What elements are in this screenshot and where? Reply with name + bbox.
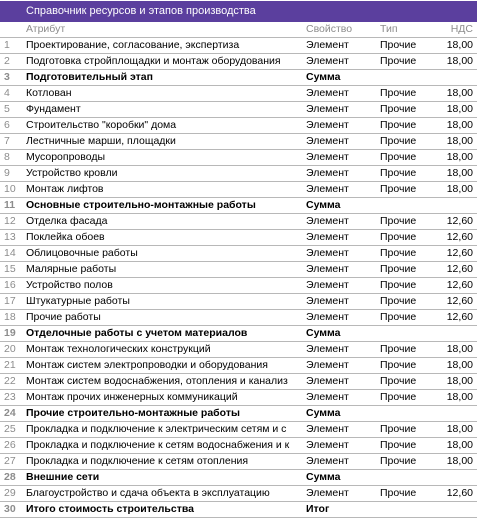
attribute-cell: Внешние сети bbox=[26, 470, 306, 486]
property-cell: Элемент bbox=[306, 150, 380, 166]
property-cell: Сумма bbox=[306, 198, 380, 214]
vat-cell: 18,00 bbox=[432, 422, 477, 438]
property-cell: Элемент bbox=[306, 38, 380, 54]
property-cell: Элемент bbox=[306, 214, 380, 230]
row-number: 17 bbox=[0, 294, 26, 310]
column-header-attribute[interactable]: Атрибут bbox=[26, 22, 306, 38]
table-row[interactable] bbox=[0, 182, 477, 198]
attribute-cell: Прочие строительно-монтажные работы bbox=[26, 406, 306, 422]
table-row[interactable] bbox=[0, 422, 477, 438]
row-number: 8 bbox=[0, 150, 26, 166]
table-row[interactable] bbox=[0, 230, 477, 246]
attribute-cell: Устройство полов bbox=[26, 278, 306, 294]
vat-cell: 18,00 bbox=[432, 342, 477, 358]
attribute-cell: Поклейка обоев bbox=[26, 230, 306, 246]
type-cell: Прочие bbox=[380, 102, 432, 118]
vat-cell: 18,00 bbox=[432, 134, 477, 150]
attribute-cell: Благоустройство и сдача объекта в эксплуатацию bbox=[26, 486, 306, 502]
attribute-cell: Итого стоимость строительства bbox=[26, 502, 306, 518]
table-row[interactable] bbox=[0, 390, 477, 406]
property-cell: Элемент bbox=[306, 454, 380, 470]
table-row[interactable] bbox=[0, 86, 477, 102]
property-cell: Сумма bbox=[306, 406, 380, 422]
attribute-cell: Штукатурные работы bbox=[26, 294, 306, 310]
column-header-num[interactable] bbox=[0, 22, 26, 38]
table-group-row[interactable] bbox=[0, 326, 477, 342]
type-cell: Прочие bbox=[380, 486, 432, 502]
vat-cell bbox=[432, 326, 477, 342]
type-cell bbox=[380, 502, 432, 518]
vat-cell: 18,00 bbox=[432, 150, 477, 166]
type-cell: Прочие bbox=[380, 278, 432, 294]
vat-cell bbox=[432, 470, 477, 486]
property-cell: Элемент bbox=[306, 310, 380, 326]
type-cell: Прочие bbox=[380, 118, 432, 134]
type-cell: Прочие bbox=[380, 150, 432, 166]
attribute-cell: Прочие работы bbox=[26, 310, 306, 326]
attribute-cell: Прокладка и подключение к электрическим сетям и с bbox=[26, 422, 306, 438]
table-row[interactable] bbox=[0, 358, 477, 374]
row-number: 20 bbox=[0, 342, 26, 358]
property-cell: Элемент bbox=[306, 422, 380, 438]
property-cell: Элемент bbox=[306, 294, 380, 310]
table-row[interactable] bbox=[0, 214, 477, 230]
attribute-cell: Отделка фасада bbox=[26, 214, 306, 230]
attribute-cell: Лестничные марши, площадки bbox=[26, 134, 306, 150]
row-number: 6 bbox=[0, 118, 26, 134]
vat-cell: 12,60 bbox=[432, 214, 477, 230]
table-body bbox=[0, 38, 477, 518]
row-number: 21 bbox=[0, 358, 26, 374]
table-row[interactable] bbox=[0, 294, 477, 310]
vat-cell: 18,00 bbox=[432, 390, 477, 406]
type-cell: Прочие bbox=[380, 134, 432, 150]
property-cell: Элемент bbox=[306, 262, 380, 278]
table-row[interactable] bbox=[0, 454, 477, 470]
row-number: 5 bbox=[0, 102, 26, 118]
attribute-cell: Монтаж прочих инженерных коммуникаций bbox=[26, 390, 306, 406]
row-number: 9 bbox=[0, 166, 26, 182]
attribute-cell: Строительство "коробки" дома bbox=[26, 118, 306, 134]
attribute-cell: Фундамент bbox=[26, 102, 306, 118]
column-header-property[interactable]: Свойство bbox=[306, 22, 380, 38]
attribute-cell: Прокладка и подключение к сетям водоснабжения и к bbox=[26, 438, 306, 454]
table-group-row[interactable] bbox=[0, 70, 477, 86]
vat-cell: 18,00 bbox=[432, 54, 477, 70]
table-row[interactable] bbox=[0, 118, 477, 134]
vat-cell: 18,00 bbox=[432, 454, 477, 470]
vat-cell: 12,60 bbox=[432, 230, 477, 246]
row-number: 2 bbox=[0, 54, 26, 70]
attribute-cell: Проектирование, согласование, экспертиза bbox=[26, 38, 306, 54]
column-header-type[interactable]: Тип bbox=[380, 22, 432, 38]
attribute-cell: Монтаж технологических конструкций bbox=[26, 342, 306, 358]
property-cell: Элемент bbox=[306, 134, 380, 150]
type-cell bbox=[380, 406, 432, 422]
type-cell: Прочие bbox=[380, 262, 432, 278]
table-row[interactable] bbox=[0, 38, 477, 54]
table-row[interactable] bbox=[0, 374, 477, 390]
type-cell: Прочие bbox=[380, 86, 432, 102]
table-group-row[interactable] bbox=[0, 470, 477, 486]
attribute-cell: Подготовка стройплощадки и монтаж оборудования bbox=[26, 54, 306, 70]
row-number: 27 bbox=[0, 454, 26, 470]
type-cell: Прочие bbox=[380, 422, 432, 438]
attribute-cell: Малярные работы bbox=[26, 262, 306, 278]
property-cell: Итог bbox=[306, 502, 380, 518]
vat-cell: 18,00 bbox=[432, 38, 477, 54]
vat-cell bbox=[432, 198, 477, 214]
property-cell: Элемент bbox=[306, 230, 380, 246]
vat-cell: 18,00 bbox=[432, 166, 477, 182]
row-number: 11 bbox=[0, 198, 26, 214]
table-group-row[interactable] bbox=[0, 198, 477, 214]
vat-cell bbox=[432, 70, 477, 86]
attribute-cell: Монтаж систем электропроводки и оборудования bbox=[26, 358, 306, 374]
row-number: 13 bbox=[0, 230, 26, 246]
row-number: 26 bbox=[0, 438, 26, 454]
row-number: 22 bbox=[0, 374, 26, 390]
row-number: 28 bbox=[0, 470, 26, 486]
vat-cell: 18,00 bbox=[432, 182, 477, 198]
property-cell: Элемент bbox=[306, 358, 380, 374]
table-row[interactable] bbox=[0, 262, 477, 278]
type-cell: Прочие bbox=[380, 342, 432, 358]
type-cell bbox=[380, 326, 432, 342]
attribute-cell: Прокладка и подключение к сетям отопления bbox=[26, 454, 306, 470]
vat-cell: 18,00 bbox=[432, 86, 477, 102]
resource-table bbox=[0, 22, 477, 518]
window-title: Справочник ресурсов и этапов производства bbox=[0, 1, 477, 22]
attribute-cell: Устройство кровли bbox=[26, 166, 306, 182]
row-number: 1 bbox=[0, 38, 26, 54]
property-cell: Сумма bbox=[306, 326, 380, 342]
row-number: 14 bbox=[0, 246, 26, 262]
column-header-vat[interactable]: НДС bbox=[432, 22, 477, 38]
vat-cell: 12,60 bbox=[432, 310, 477, 326]
vat-cell: 12,60 bbox=[432, 262, 477, 278]
attribute-cell: Отделочные работы с учетом материалов bbox=[26, 326, 306, 342]
type-cell bbox=[380, 470, 432, 486]
table-row[interactable] bbox=[0, 102, 477, 118]
vat-cell bbox=[432, 406, 477, 422]
attribute-cell: Облицовочные работы bbox=[26, 246, 306, 262]
type-cell: Прочие bbox=[380, 246, 432, 262]
table-row[interactable] bbox=[0, 54, 477, 70]
table-row[interactable] bbox=[0, 166, 477, 182]
vat-cell: 12,60 bbox=[432, 278, 477, 294]
resource-reference-window bbox=[0, 1, 477, 515]
property-cell: Элемент bbox=[306, 54, 380, 70]
row-number: 18 bbox=[0, 310, 26, 326]
row-number: 15 bbox=[0, 262, 26, 278]
property-cell: Элемент bbox=[306, 374, 380, 390]
type-cell: Прочие bbox=[380, 230, 432, 246]
type-cell: Прочие bbox=[380, 358, 432, 374]
type-cell: Прочие bbox=[380, 166, 432, 182]
row-number: 16 bbox=[0, 278, 26, 294]
attribute-cell: Монтаж систем водоснабжения, отопления и канализ bbox=[26, 374, 306, 390]
property-cell: Элемент bbox=[306, 102, 380, 118]
table-row[interactable] bbox=[0, 150, 477, 166]
property-cell: Элемент bbox=[306, 278, 380, 294]
table-row[interactable] bbox=[0, 310, 477, 326]
type-cell: Прочие bbox=[380, 310, 432, 326]
table-group-row[interactable] bbox=[0, 406, 477, 422]
row-number: 12 bbox=[0, 214, 26, 230]
row-number: 19 bbox=[0, 326, 26, 342]
vat-cell: 18,00 bbox=[432, 118, 477, 134]
property-cell: Элемент bbox=[306, 246, 380, 262]
row-number: 24 bbox=[0, 406, 26, 422]
vat-cell: 18,00 bbox=[432, 102, 477, 118]
table-row[interactable] bbox=[0, 486, 477, 502]
type-cell: Прочие bbox=[380, 454, 432, 470]
row-number: 25 bbox=[0, 422, 26, 438]
property-cell: Элемент bbox=[306, 438, 380, 454]
row-number: 29 bbox=[0, 486, 26, 502]
property-cell: Элемент bbox=[306, 86, 380, 102]
property-cell: Элемент bbox=[306, 486, 380, 502]
row-number: 23 bbox=[0, 390, 26, 406]
attribute-cell: Подготовительный этап bbox=[26, 70, 306, 86]
type-cell: Прочие bbox=[380, 182, 432, 198]
attribute-cell: Монтаж лифтов bbox=[26, 182, 306, 198]
table-row[interactable] bbox=[0, 342, 477, 358]
table-row[interactable] bbox=[0, 134, 477, 150]
property-cell: Сумма bbox=[306, 70, 380, 86]
type-cell bbox=[380, 198, 432, 214]
vat-cell: 12,60 bbox=[432, 294, 477, 310]
table-row[interactable] bbox=[0, 246, 477, 262]
type-cell: Прочие bbox=[380, 54, 432, 70]
type-cell: Прочие bbox=[380, 214, 432, 230]
vat-cell: 18,00 bbox=[432, 358, 477, 374]
type-cell: Прочие bbox=[380, 38, 432, 54]
row-number: 10 bbox=[0, 182, 26, 198]
table-row[interactable] bbox=[0, 438, 477, 454]
type-cell: Прочие bbox=[380, 390, 432, 406]
property-cell: Элемент bbox=[306, 166, 380, 182]
vat-cell bbox=[432, 502, 477, 518]
table-row[interactable] bbox=[0, 278, 477, 294]
type-cell: Прочие bbox=[380, 374, 432, 390]
vat-cell: 18,00 bbox=[432, 438, 477, 454]
attribute-cell: Котлован bbox=[26, 86, 306, 102]
type-cell: Прочие bbox=[380, 294, 432, 310]
attribute-cell: Основные строительно-монтажные работы bbox=[26, 198, 306, 214]
type-cell bbox=[380, 70, 432, 86]
vat-cell: 12,60 bbox=[432, 246, 477, 262]
table-header-row bbox=[0, 22, 477, 38]
property-cell: Сумма bbox=[306, 470, 380, 486]
row-number: 7 bbox=[0, 134, 26, 150]
row-number: 4 bbox=[0, 86, 26, 102]
property-cell: Элемент bbox=[306, 390, 380, 406]
vat-cell: 12,60 bbox=[432, 486, 477, 502]
attribute-cell: Мусоропроводы bbox=[26, 150, 306, 166]
property-cell: Элемент bbox=[306, 182, 380, 198]
vat-cell: 18,00 bbox=[432, 374, 477, 390]
row-number: 30 bbox=[0, 502, 26, 518]
type-cell: Прочие bbox=[380, 438, 432, 454]
property-cell: Элемент bbox=[306, 342, 380, 358]
property-cell: Элемент bbox=[306, 118, 380, 134]
table-group-row[interactable] bbox=[0, 502, 477, 518]
row-number: 3 bbox=[0, 70, 26, 86]
